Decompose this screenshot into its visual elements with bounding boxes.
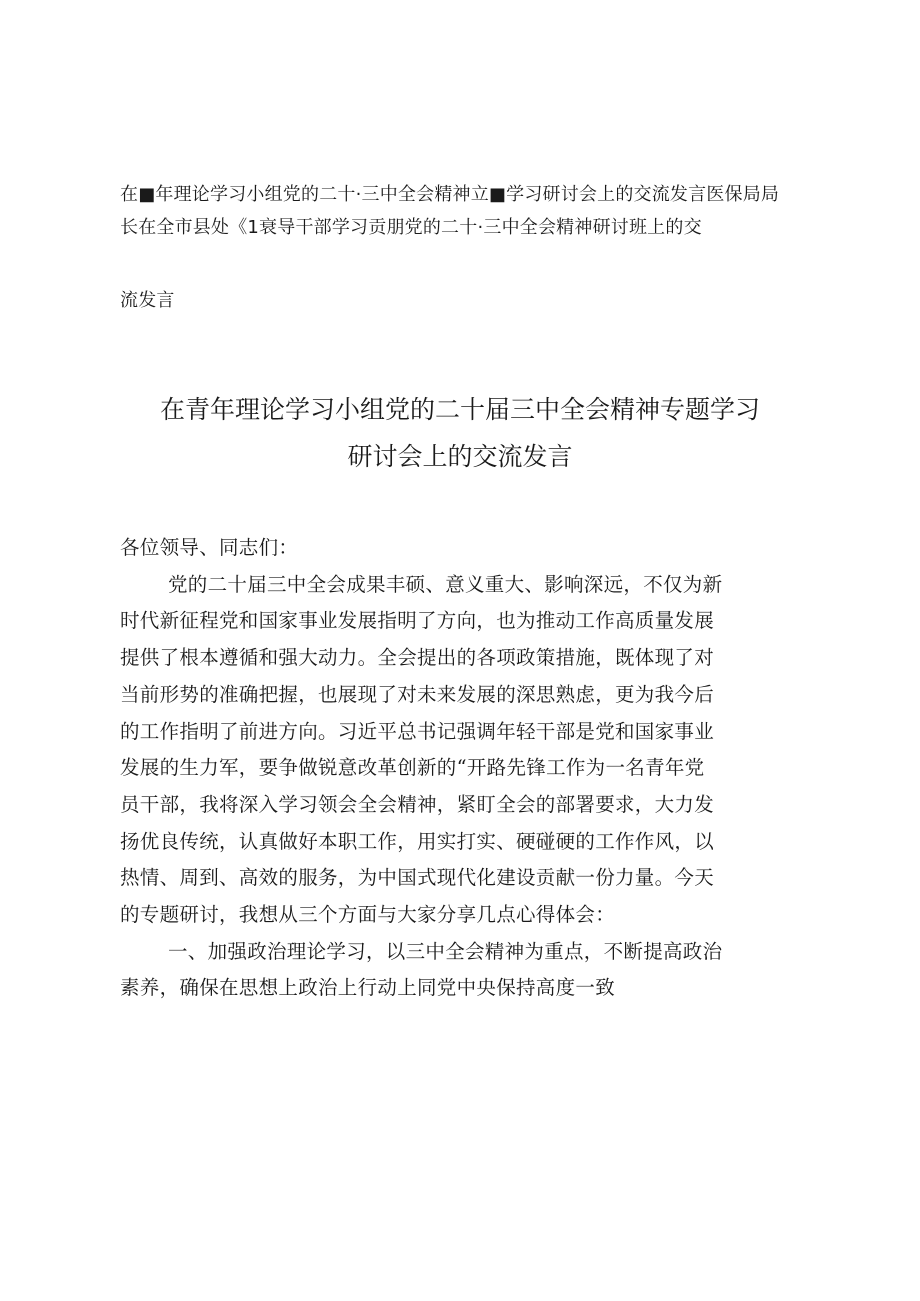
paragraph-line: 当前形势的准确把握，也展现了对未来发展的深思熟虑，更为我今后 (120, 682, 715, 706)
paragraph-line: 扬优良传统，认真做好本职工作，用实打实、硬碰硬的工作作风，以 (120, 829, 715, 853)
header-line: 长在全市县处《1衰导干部学习贡朋党的二十·三中全会精神研讨班上的交 (120, 217, 702, 238)
paragraph-line: 党的二十届三中全会成果丰硕、意义重大、影响深远，不仅为新 (168, 572, 723, 596)
title-line: 在青年理论学习小组党的二十届三中全会精神专题学习 (159, 395, 760, 424)
header-line: 流发言 (120, 290, 175, 311)
header-line: 在■年理论学习小组党的二十·三中全会精神立■学习研讨会上的交流发言医保局局 (120, 184, 780, 205)
title-line: 研讨会上的交流发言 (347, 442, 573, 471)
speech-body (120, 530, 814, 1007)
paragraph-line: 员干部，我将深入学习领会全会精神，紧盯全会的部署要求，大力发 (120, 792, 715, 816)
page-title (100, 386, 820, 480)
paragraph-line: 发展的生力军，要争做锐意改革创新的“开路先锋工作为一名青年党 (120, 756, 705, 780)
paragraph-line: 时代新征程党和国家事业发展指明了方向，也为推动工作高质量发展 (120, 609, 715, 633)
section-heading-line: 素养，确保在思想上政治上行动上同党中央保持高度一致 (120, 976, 616, 1000)
header-spacer (120, 244, 810, 284)
document-filename-header (120, 178, 810, 317)
paragraph-line: 热情、周到、高效的服务，为中国式现代化建设贡献一份力量。今天 (120, 866, 715, 890)
salutation: 各位领导、同志们： (120, 536, 299, 559)
paragraph-line: 的专题研讨，我想从三个方面与大家分享几点心得体会： (120, 903, 616, 927)
paragraph-line: 提供了根本遵循和强大动力。全会提出的各项政策措施，既体现了对 (120, 646, 715, 670)
section-heading-line: 一、加强政治理论学习，以三中全会精神为重点，不断提高政治 (168, 939, 723, 963)
paragraph-line: 的工作指明了前进方向。习近平总书记强调年轻干部是党和国家事业 (120, 719, 715, 743)
